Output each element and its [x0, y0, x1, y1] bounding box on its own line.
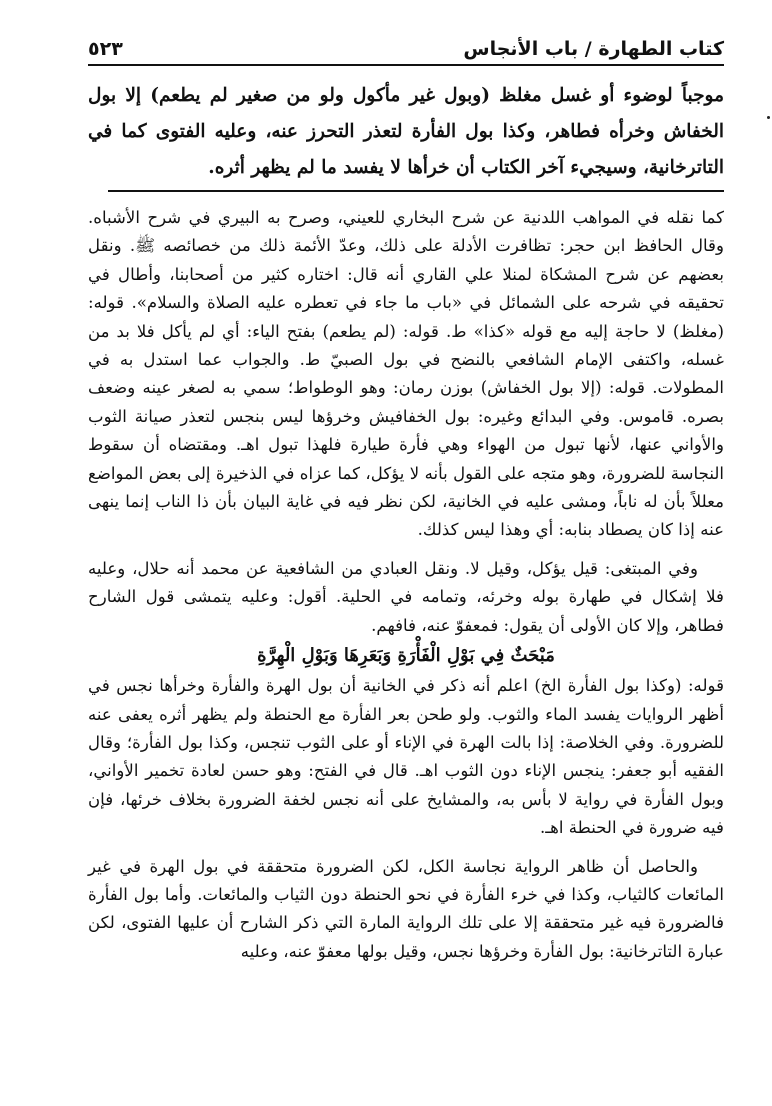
- commentary-paragraph-2: وفي المبتغى: قيل يؤكل، وقيل لا. ونقل العبادي من الشافعية عن محمد أنه حلال، وعليه فلا إشكال في طهارة بوله وخرئه، وتمامه في الحلية. أقول: وعليه يتمشى قول الشارح فطاهر، وإلا كان الأولى أن يقول: فمعفوّ عنه، فافهم.: [88, 558, 724, 635]
- margin-speck: [767, 116, 770, 119]
- running-header: [88, 30, 724, 66]
- main-text-paragraph: موجباً لوضوء أو غسل مغلظ (وبول غير مأكول ولو من صغير لم يطعم) إلا بول الخفاش وخرأه فطاهر، وكذا بول الفأرة لتعذر التحرز عنه، وعليه الفتوى كما في التاترخانية، وسيجيء آخر الكتاب أن خرأها لا يفسد ما لم يظهر أثره.: [88, 85, 724, 178]
- commentary-paragraph-1: كما نقله في المواهب اللدنية عن شرح البخاري للعيني، وصرح به البيري في شرح الأشباه. وقال الحافظ ابن حجر: تظافرت الأدلة على ذلك، وعدّ الأئمة ذلك من خصائصه ﷺ. ونقل بعضهم عن شرح المشكاة لمنلا علي القاري أنه قال: اختاره كثير من أصحابنا، وأطال في تحقيقه في شرحه على الشمائل في «باب ما جاء في تعطره عليه الصلاة والسلام». قوله: (مغلظ) لا حاجة إليه مع قوله «كذا» ط. قوله: (لم يطعم) بفتح الياء: أي لم يأكل فلا بد من غسله، واكتفى الإمام الشافعي بالنضح في بول الصبيّ ط. والجواب عما استدل به في المطولات. قوله: (إلا بول الخفاش) بوزن رمان: وهو الوطواط؛ سمي به لصغر عينه وضعف بصره. قاموس. وفي البدائع وغيره: بول الخفافيش وخرؤها ليس بنجس لتعذر صيانة الثوب والأواني عنها، لأنها تبول من الهواء وهي فأرة طيارة فلهذا تبول اهـ. ومقتضاه أن سقوط النجاسة للضرورة، وهو متجه على القول بأنه لا يؤكل، كما عزاه في الذخيرة إلى بعض المواضع معللاً بأن له ناباً، ومشى عليه في الخانية، لكن نظر فيه في غاية البيان بأن ذا الناب إنما ينهى عنه إذا كان يصطاد بنابه: أي وهذا ليس كذلك.: [88, 208, 724, 540]
- commentary-paragraph-4: والحاصل أن ظاهر الرواية نجاسة الكل، لكن الضرورة متحققة في بول الهرة في غير المائعات كالثياب، وكذا في خرء الفأرة في نحو الحنطة دون الثياب والمائعات. وأما بول الفأرة فالضرورة فيه غير متحققة إلا على تلك الرواية المارة التي ذكر الشارح أن عليها الفتوى، لكن عبارة التاترخانية: بول الفأرة وخرؤها نجس، وقيل بولها معفوّ عنه، وعليه: [88, 856, 724, 961]
- running-title: كتاب الطهارة / باب الأنجاس: [463, 38, 724, 60]
- paragraph-gap: [88, 843, 724, 853]
- main-text-block: [88, 78, 724, 186]
- footnote-separator: [108, 190, 724, 192]
- commentary-block: [88, 204, 724, 966]
- section-heading: مَبْحَثٌ فِي بَوْلِ الْفَأْرَةِ وَبَعَرِهَا وَبَوْلِ الْهِرَّةِ: [257, 645, 555, 667]
- page-number: ٥٢٣: [88, 38, 123, 60]
- commentary-paragraph-3: قوله: (وكذا بول الفأرة الخ) اعلم أنه ذكر في الخانية أن بول الهرة والفأرة وخرأها نجس في أظهر الروايات يفسد الماء والثوب. ولو طحن بعر الفأرة مع الحنطة ولم يظهر أثره يعفى عنه للضرورة. وفي الخلاصة: إذا بالت الهرة في الإناء أو على الثوب تنجس، وكذا بول الفأرة؛ وقال الفقيه أبو جعفر: ينجس الإناء دون الثوب اهـ. قال في الفتح: وهو حسن لعادة تخمير الأواني، وبول الفأرة في رواية لا بأس به، والمشايخ على أنه نجس لخفة الضرورة بخلاف خرئها، فإن فيه ضرورة في الحنطة اهـ.: [88, 676, 724, 838]
- paragraph-gap: [88, 545, 724, 555]
